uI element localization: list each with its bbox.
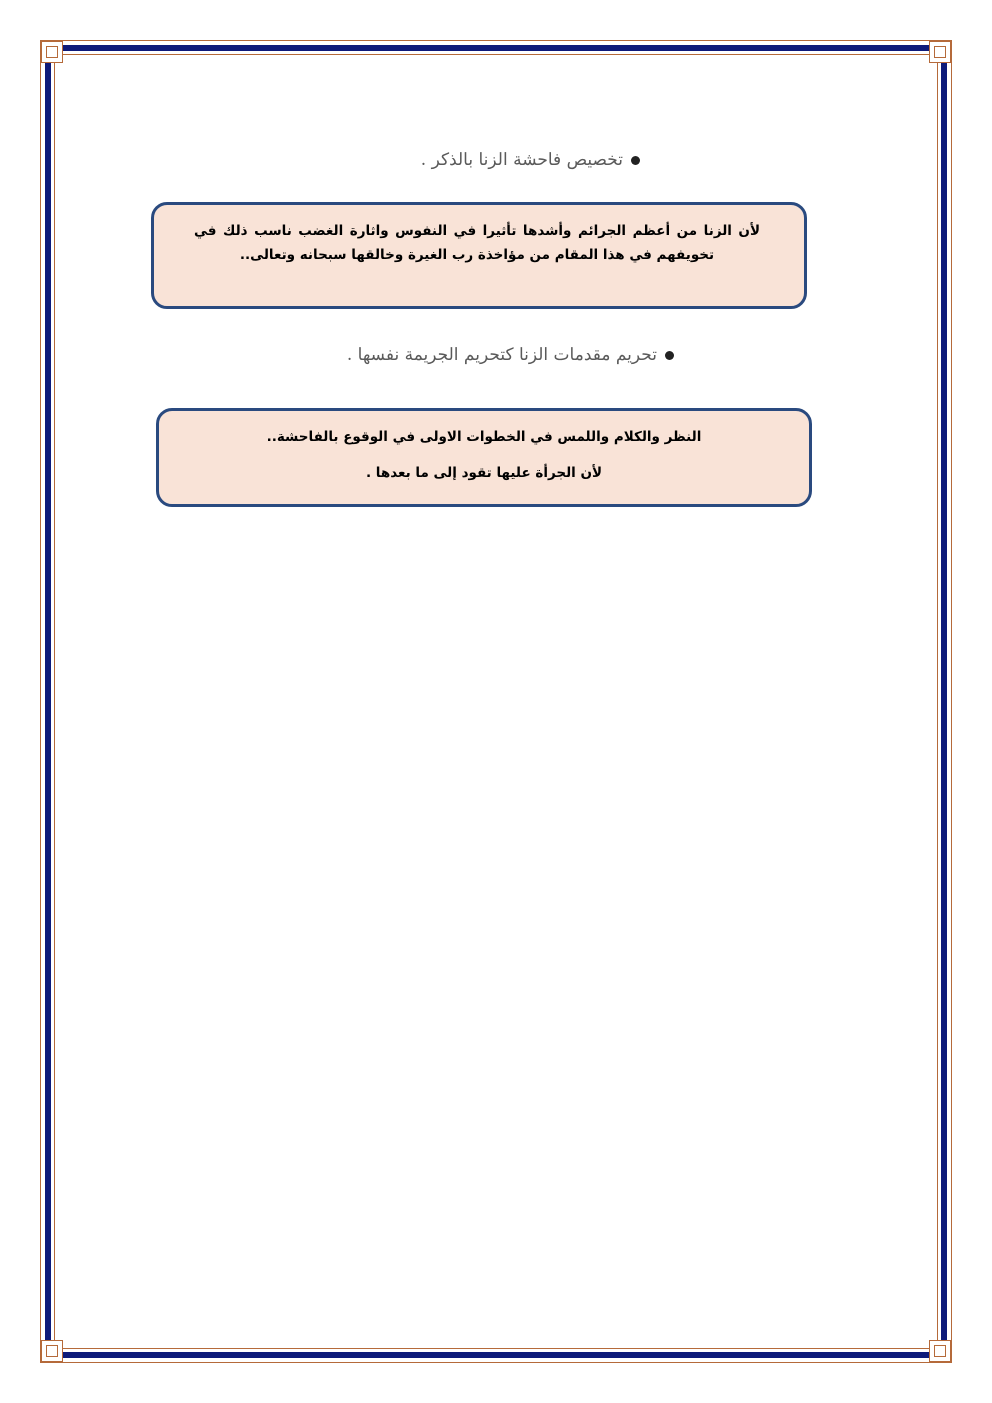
section-heading-text: تحريم مقدمات الزنا كتحريم الجريمة نفسها .	[346, 345, 657, 365]
bullet-icon	[665, 351, 674, 360]
explanation-box	[151, 202, 807, 309]
explanation-line: لأن الجرأة عليها تقود إلى ما بعدها .	[365, 465, 603, 481]
explanation-box	[156, 408, 812, 507]
corner-ornament	[929, 41, 951, 63]
corner-ornament	[41, 41, 63, 63]
explanation-text: لأن الزنا من أعظم الجرائم وأشدها تأثيرا في النفوس واثارة الغضب ناسب ذلك في تخويفهم في هذا المقام من مؤاخذة رب الغيرة وخالقها سبحانه وتعالى..	[194, 223, 760, 263]
bullet-icon	[631, 156, 640, 165]
corner-ornament	[41, 1340, 63, 1362]
section-heading-text: تخصيص فاحشة الزنا بالذكر .	[420, 150, 623, 170]
section-heading	[421, 150, 640, 170]
explanation-line: النظر والكلام واللمس في الخطوات الاولى في الوقوع بالفاحشة..	[266, 429, 702, 445]
corner-ornament	[929, 1340, 951, 1362]
section-heading	[347, 345, 674, 365]
